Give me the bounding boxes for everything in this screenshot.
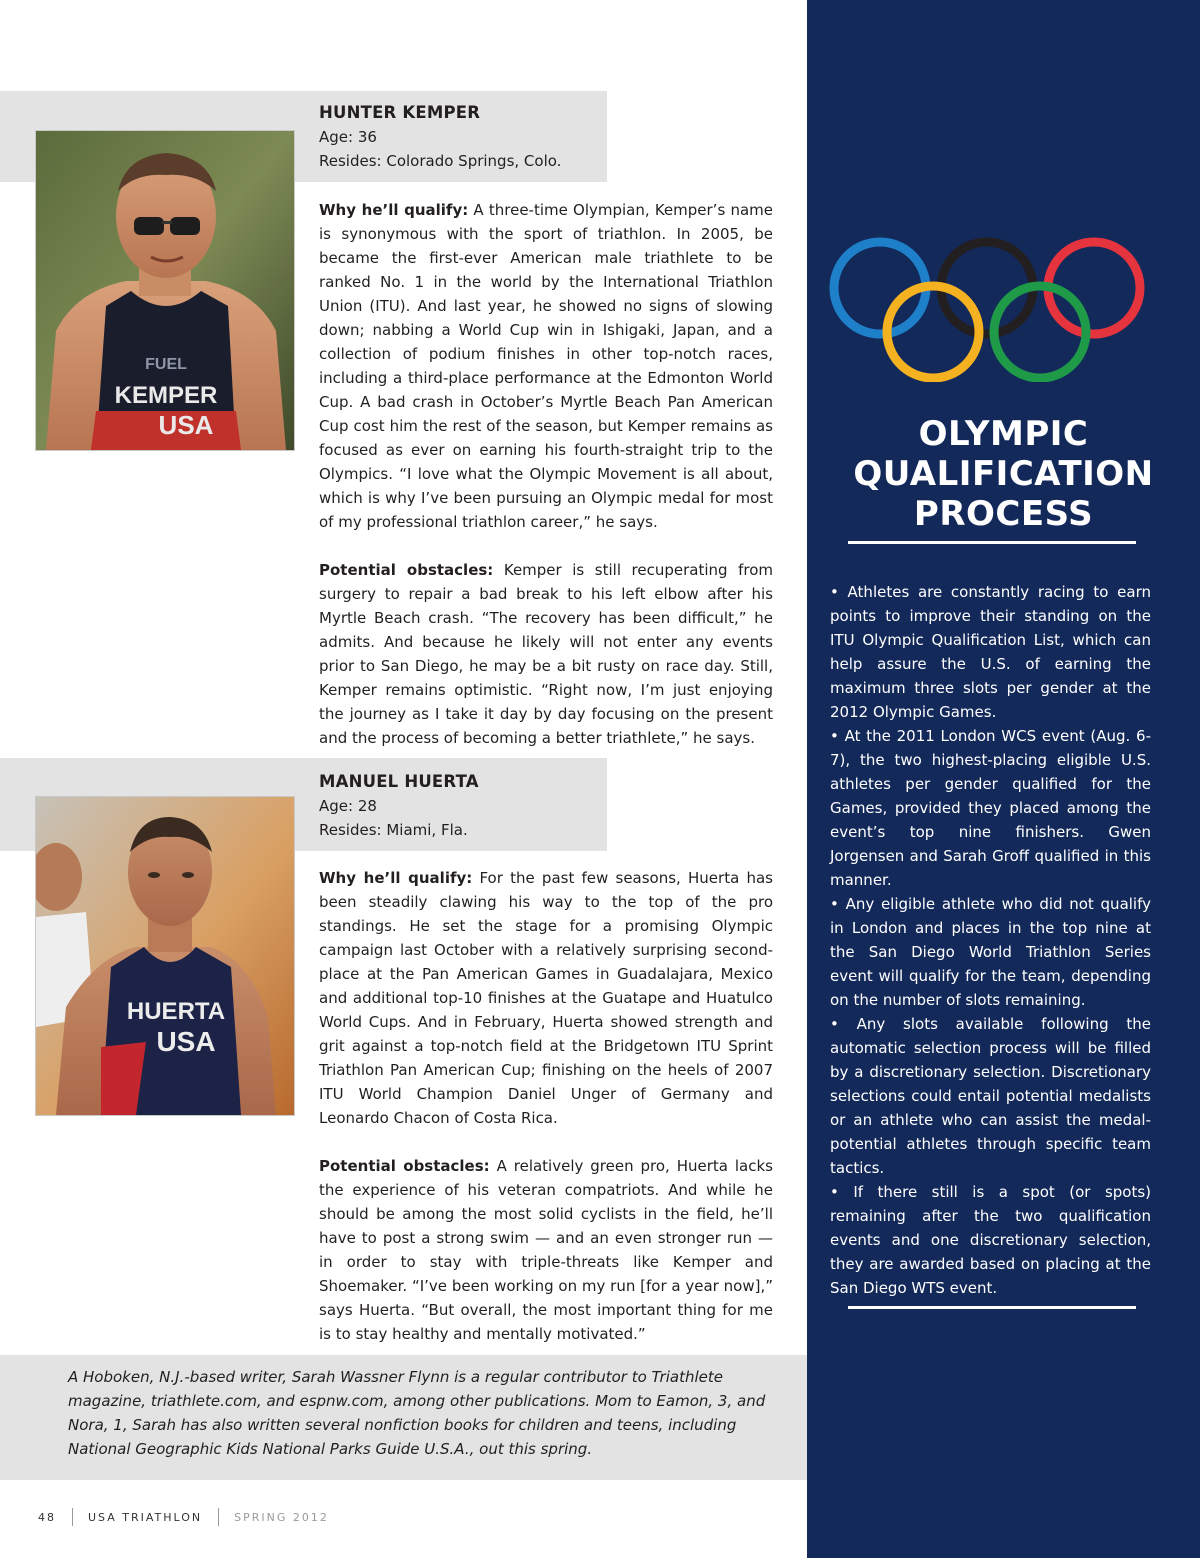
kemper-residence: Resides: Colorado Springs, Colo. [319,152,562,170]
sidebar-bullets [830,580,1151,1300]
footer-divider [218,1508,219,1526]
huerta-why-paragraph [319,866,773,1130]
sidebar-bottom-divider [848,1306,1136,1309]
huerta-photo [36,797,294,1115]
kemper-obstacles-text: Kemper is still recuperating from surgery to repair a bad break to his left elbow after his Myrtle Beach crash. “The recovery has been difficult,” he admits. And because he likely will not enter any events prior to San Diego, he may be a bit rusty on race day. Still, Kemper remains optimistic. “Right now, I’m just enjoying the journey as I take it day by day focusing on the present and the process of becoming a better triathlete,” he says. [319,561,773,747]
huerta-residence: Resides: Miami, Fla. [319,821,468,839]
kemper-why-text: A three-time Olympian, Kemper’s name is synonymous with the sport of triathlon. In 2005, be became the first-ever American male triathlete to be ranked No. 1 in the world by the International Triathlon Union (ITU). And last year, he showed no signs of slowing down; nabbing a World Cup win in Ishigaki, Japan, and a collection of podium finishes in other top-notch races, including a third-place performance at the Edmonton World Cup. A bad crash in October’s Myrtle Beach Pan American Cup cost him the rest of the season, but Kemper remains as focused as ever on earning his fourth-straight trip to the Olympics. “I love what the Olympic Movement is all about, which is why I’ve been pursuing an Olympic medal for most of my professional triathlon career,” he says. [319,201,773,531]
page-number: 48 [38,1510,56,1524]
magazine-name: USA TRIATHLON [88,1510,203,1524]
author-bio: A Hoboken, N.J.-based writer, Sarah Wassner Flynn is a regular contributor to Triathlete magazine, triathlete.com, and espnw.com, among other publications. Mom to Eamon, 3, and Nora, 1, Sarah has also written several nonfiction books for children and teens, including National Geographic Kids National Parks Guide U.S.A., out this spring. [68,1368,766,1458]
kemper-name: HUNTER KEMPER [319,103,481,122]
sidebar-bullet: • Athletes are constantly racing to earn points to improve their standing on the ITU Olympic Qualification List, which can help assure the U.S. of earning the maximum three slots per gender at the 2012 Olympic Games. [830,583,1151,721]
sidebar-title-line1: OLYMPIC [918,414,1089,454]
kemper-obstacles-label: Potential obstacles: [319,561,494,579]
kemper-bib-country: USA [158,410,214,440]
huerta-bib-country: USA [156,1026,216,1057]
kemper-age: Age: 36 [319,128,377,146]
kemper-header [319,101,561,173]
sidebar-bullet: • If there still is a spot (or spots) remaining after the two qualification events and one discretionary selection, they are awarded based on placing at the San Diego WTS event. [830,1183,1151,1297]
olympic-rings-icon [825,232,1165,382]
sidebar-bullet: • Any slots available following the automatic selection process will be filled by a discretionary selection. Discretionary selections could entail potential medalists or an athlete who can assist the medal-potential athletes through specific team tactics. [830,1015,1151,1177]
kemper-obstacles-paragraph [319,558,773,750]
huerta-article [319,866,773,1370]
olympic-qualification-sidebar [807,0,1200,1558]
huerta-why-text: For the past few seasons, Huerta has been steadily clawing his way to the top of the pro standings. He set the stage for a promising Olympic campaign last October with a relatively surprising second-place at the Pan American Games in Guadalajara, Mexico and additional top-10 finishes at the Guatape and Huatulco World Cups. And in February, Huerta showed strength and grit against a top-notch field at the Bridgetown ITU Sprint Triathlon Pan American Cup; finishing on the heels of 2007 ITU World Champion Daniel Unger of Germany and Leonardo Chacon of Costa Rica. [319,869,773,1127]
huerta-name: MANUEL HUERTA [319,772,479,791]
sidebar-title-line2: QUALIFICATION [853,454,1154,494]
sidebar-bullet: • Any eligible athlete who did not qualify in London and places in the top nine at the San Diego World Triathlon Series event will qualify for the team, depending on the number of slots remaining. [830,895,1151,1009]
kemper-suit-logo: FUEL [145,356,187,373]
issue-date: SPRING 2012 [234,1510,329,1524]
huerta-obstacles-text: A relatively green pro, Huerta lacks the experience of his veteran compatriots. And while he should be among the most solid cyclists in the field, he’ll have to post a strong swim — and an even stronger run — in order to stay with triple-threats like Kemper and Shoemaker. “I’ve been working on my run [for a year now],” says Huerta. “But overall, the most important thing for me is to stay healthy and mentally motivated.” [319,1157,773,1343]
huerta-why-label: Why he’ll qualify: [319,869,473,887]
sidebar-bullet: • At the 2011 London WCS event (Aug. 6-7), the two highest-placing eligible U.S. athletes per gender qualified for the Games, provided they placed among the event’s top nine finishers. Gwen Jorgensen and Sarah Groff qualified in this manner. [830,727,1151,889]
footer-divider [72,1508,73,1526]
huerta-obstacles-label: Potential obstacles: [319,1157,490,1175]
huerta-age: Age: 28 [319,797,377,815]
huerta-bib-name: HUERTA [126,998,226,1025]
sidebar-top-divider [848,541,1136,544]
kemper-why-label: Why he’ll qualify: [319,201,469,219]
huerta-header [319,770,479,842]
kemper-photo [36,131,294,450]
kemper-why-paragraph [319,198,773,534]
huerta-obstacles-paragraph [319,1154,773,1346]
page-footer [38,1508,329,1526]
sidebar-title [807,414,1200,534]
kemper-article [319,198,773,774]
kemper-bib-name: KEMPER [114,382,218,409]
sidebar-title-line3: PROCESS [913,494,1094,534]
